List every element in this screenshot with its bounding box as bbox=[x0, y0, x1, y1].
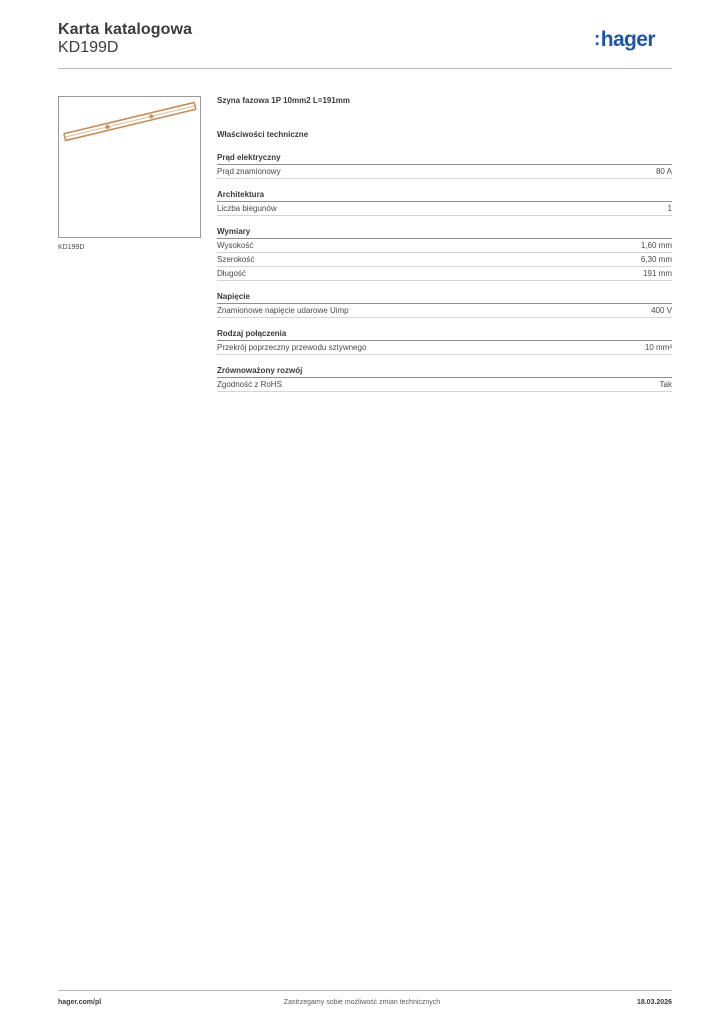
properties-heading: Właściwości techniczne bbox=[217, 130, 309, 139]
property-label: Liczba biegunów bbox=[217, 204, 277, 213]
group-electric-current bbox=[217, 152, 672, 179]
group-title: Wymiary bbox=[217, 226, 672, 239]
property-label: Szerokość bbox=[217, 255, 255, 264]
property-label: Długość bbox=[217, 269, 246, 278]
group-title: Zrównoważony rozwój bbox=[217, 365, 672, 378]
property-label: Przekrój poprzeczny przewodu sztywnego bbox=[217, 343, 367, 352]
product-code: KD199D bbox=[58, 39, 119, 56]
busbar-illustration bbox=[59, 97, 202, 239]
property-label: Prąd znamionowy bbox=[217, 167, 281, 176]
property-row bbox=[217, 202, 672, 216]
property-label: Wysokość bbox=[217, 241, 254, 250]
image-caption: KD199D bbox=[58, 244, 85, 251]
group-sustainability bbox=[217, 365, 672, 392]
technical-content bbox=[217, 96, 672, 402]
group-connection-type bbox=[217, 328, 672, 355]
property-row bbox=[217, 253, 672, 267]
footer-divider bbox=[58, 990, 672, 991]
footer-date: 18.03.2026 bbox=[636, 999, 672, 1006]
group-architecture bbox=[217, 189, 672, 216]
property-value: 10 mm² bbox=[644, 343, 672, 352]
page-title: Karta katalogowa bbox=[58, 21, 193, 38]
header-divider bbox=[58, 68, 672, 69]
property-label: Zgodność z RoHS bbox=[217, 380, 282, 389]
property-value: 1 bbox=[667, 204, 672, 213]
property-groups bbox=[217, 152, 672, 392]
property-row bbox=[217, 267, 672, 281]
group-title: Prąd elektryczny bbox=[217, 152, 672, 165]
property-row bbox=[217, 165, 672, 179]
product-image bbox=[58, 96, 201, 238]
group-title: Architektura bbox=[217, 189, 672, 202]
group-title: Napięcie bbox=[217, 291, 672, 304]
property-row bbox=[217, 239, 672, 253]
hager-logo[interactable] bbox=[594, 29, 655, 52]
property-value: 6,30 mm bbox=[640, 255, 672, 264]
logo-text: hager bbox=[600, 28, 655, 51]
group-title: Rodzaj połączenia bbox=[217, 328, 672, 341]
logo-dots: : bbox=[594, 29, 600, 50]
group-dimensions bbox=[217, 226, 672, 281]
property-row bbox=[217, 378, 672, 392]
footer-notice: Zastrzegamy sobie możliwość zmian technicznych bbox=[283, 999, 441, 1006]
property-value: 80 A bbox=[655, 167, 672, 176]
property-label: Znamionowe napięcie udarowe Uimp bbox=[217, 306, 349, 315]
property-row bbox=[217, 341, 672, 355]
property-value: Tak bbox=[659, 380, 672, 389]
footer-website-link[interactable]: hager.com/pl bbox=[58, 999, 102, 1006]
property-value: 1,60 mm bbox=[640, 241, 672, 250]
product-name: Szyna fazowa 1P 10mm2 L=191mm bbox=[217, 96, 351, 105]
property-row bbox=[217, 304, 672, 318]
property-value: 400 V bbox=[651, 306, 672, 315]
group-voltage bbox=[217, 291, 672, 318]
property-value: 191 mm bbox=[643, 269, 672, 278]
